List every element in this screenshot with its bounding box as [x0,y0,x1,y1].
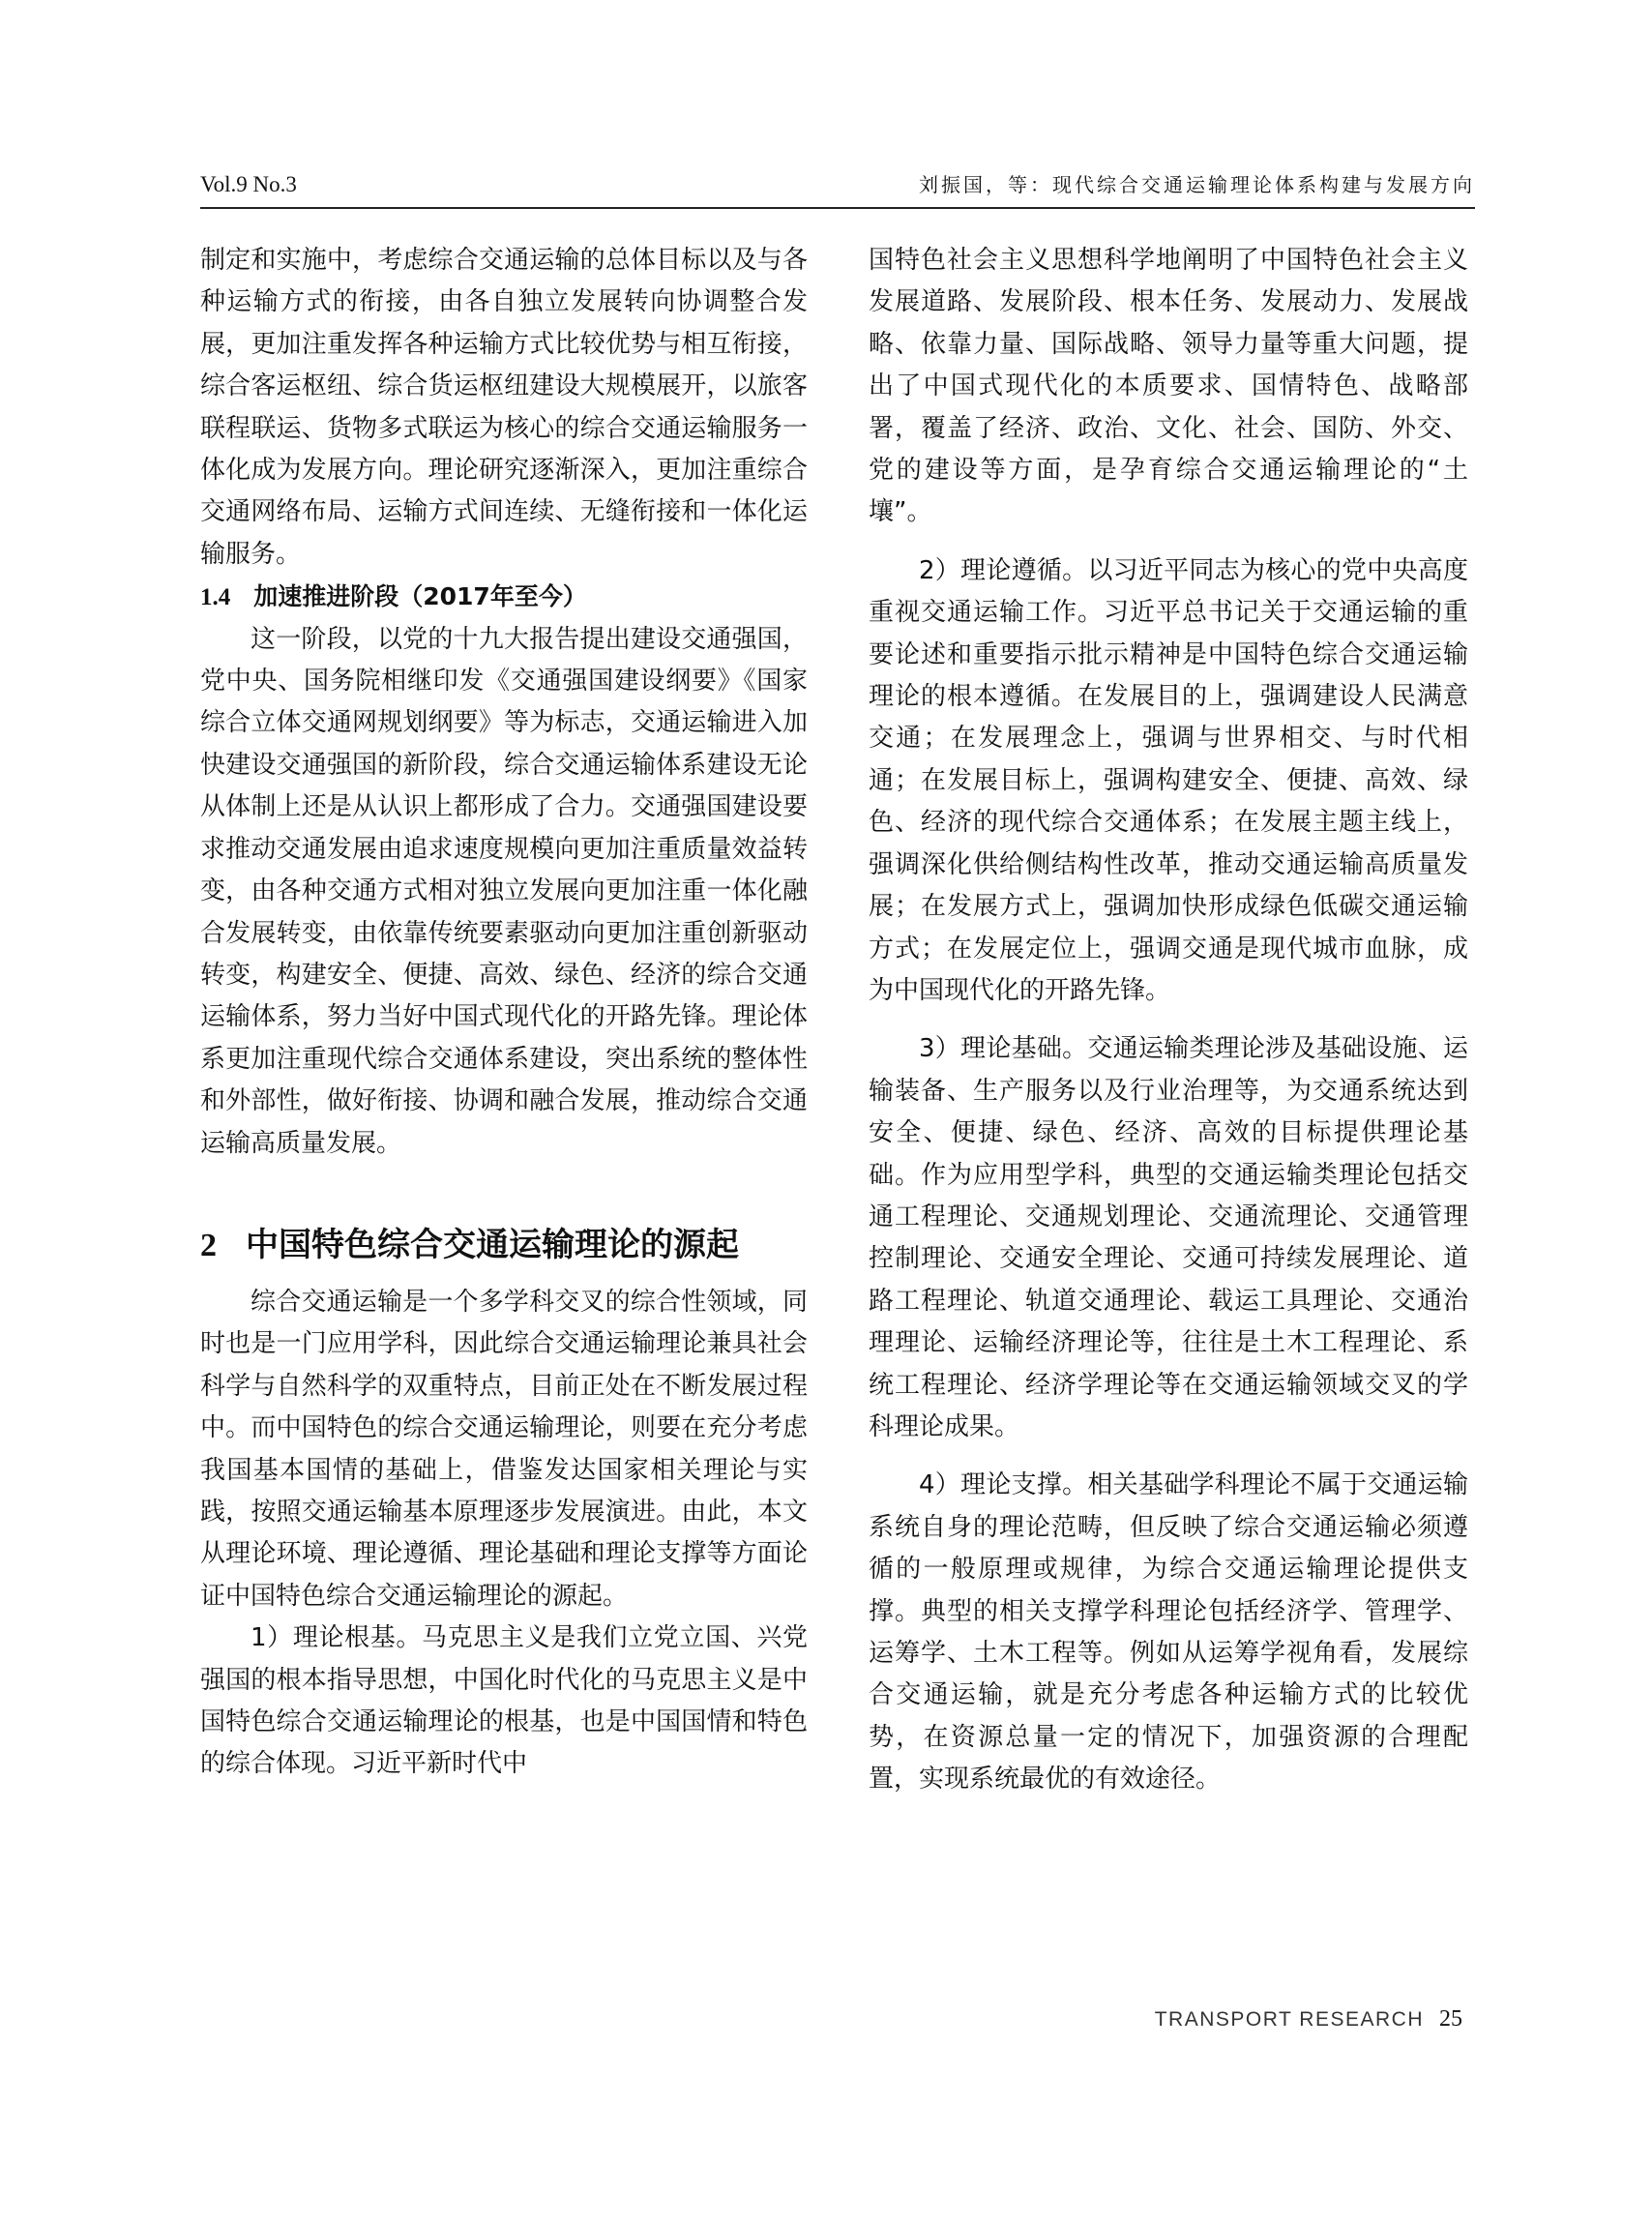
paragraph-continued: 制定和实施中，考虑综合交通运输的总体目标以及与各种运输方式的衔接，由各自独立发展转向协调整合发展，更加注重发挥各种运输方式比较优势与相互衔接，综合客运枢纽、综合货运枢纽建设大规模展开，以旅客联程联运、货物多式联运为核心的综合交通运输服务一体化成为发展方向。理论研究逐渐深入，更加注重综合交通网络布局、运输方式间连续、无缝衔接和一体化运输服务。 [200,246,808,569]
paragraph: 这一阶段，以党的十九大报告提出建设交通强国，党中央、国务院相继印发《交通强国建设纲要》《国家综合立体交通网规划纲要》等为标志，交通运输进入加快建设交通强国的新阶段，综合交通运输体系建设无论从体制上还是从认识上都形成了合力。交通强国建设要求推动交通发展由追求速度规模向更加注重质量效益转变，由各种交通方式相对独立发展向更加注重一体化融合发展转变，由依靠传统要素驱动向更加注重创新驱动转变，构建安全、便捷、高效、绿色、经济的综合交通运输体系，努力当好中国式现代化的开路先锋。理论体系更加注重现代综合交通体系建设，突出系统的整体性和外部性，做好衔接、协调和融合发展，推动综合交通运输高质量发展。 [200,624,808,1158]
paragraph: 2）理论遵循。以习近平同志为核心的党中央高度重视交通运输工作。习近平总书记关于交通运输的重要论述和重要指示批示精神是中国特色综合交通运输理论的根本遵循。在发展目的上，强调建设人民满意交通；在发展理念上，强调与世界相交、与时代相通；在发展目标上，强调构建安全、便捷、高效、绿色、经济的现代综合交通体系；在发展主题主线上，强调深化供给侧结构性改革，推动交通运输高质量发展；在发展方式上，强调加快形成绿色低碳交通运输方式；在发展定位上，强调交通是现代城市血脉，成为中国现代化的开路先锋。 [869,555,1468,1005]
running-header [200,168,1475,209]
right-column [869,240,1468,1801]
running-title: 刘振国，等：现代综合交通运输理论体系构建与发展方向 [919,173,1475,196]
subsection-heading [200,576,808,618]
section-heading [200,1219,808,1272]
paragraph: 1）理论根基。马克思主义是我们立党立国、兴党强国的根本指导思想，中国化时代化的马克思主义是中国特色综合交通运输理论的根基，也是中国国情和特色的综合体现。习近平新时代中 [200,1623,808,1779]
page-number: 25 [1439,2006,1462,2032]
paragraph: 4）理论支撑。相关基础学科理论不属于交通运输系统自身的理论范畴，但反映了综合交通运输必须遵循的一般原理或规律，为综合交通运输理论提供支撑。典型的相关支撑学科理论包括经济学、管理学、运筹学、土木工程等。例如从运筹学视角看，发展综合交通运输，就是充分考虑各种运输方式的比较优势，在资源总量一定的情况下，加强资源的合理配置，实现系统最优的有效途径。 [869,1470,1468,1795]
subsection-number: 1.4 [200,584,231,611]
journal-name: TRANSPORT RESEARCH [1154,2008,1424,2031]
left-column [200,240,808,1786]
page-footer [1155,2004,1462,2034]
subsection-title: 加速推进阶段（2017年至今） [253,582,587,611]
volume-issue: Vol.9 No.3 [200,172,297,196]
paragraph-continued: 国特色社会主义思想科学地阐明了中国特色社会主义发展道路、发展阶段、根本任务、发展动力、发展战略、依靠力量、国际战略、领导力量等重大问题，提出了中国式现代化的本质要求、国情特色、战略部署，覆盖了经济、政治、文化、社会、国防、外交、党的建设等方面，是孕育综合交通运输理论的“土壤”。 [869,246,1468,527]
section-number: 2 [200,1227,217,1263]
paragraph: 综合交通运输是一个多学科交叉的综合性领域，同时也是一门应用学科，因此综合交通运输理论兼具社会科学与自然科学的双重特点，目前正处在不断发展过程中。而中国特色的综合交通运输理论，则要在充分考虑我国基本国情的基础上，借鉴发达国家相关理论与实践，按照交通运输基本原理逐步发展演进。由此，本文从理论环境、理论遵循、理论基础和理论支撑等方面论证中国特色综合交通运输理论的源起。 [200,1287,808,1611]
paragraph: 3）理论基础。交通运输类理论涉及基础设施、运输装备、生产服务以及行业治理等，为交通系统达到安全、便捷、绿色、经济、高效的目标提供理论基础。作为应用型学科，典型的交通运输类理论包括交通工程理论、交通规划理论、交通流理论、交通管理控制理论、交通安全理论、交通可持续发展理论、道路工程理论、轨道交通理论、载运工具理论、交通治理理论、运输经济理论等，往往是土木工程理论、系统工程理论、经济学理论等在交通运输领域交叉的学科理论成果。 [869,1034,1468,1441]
section-title: 中国特色综合交通运输理论的源起 [246,1225,739,1264]
